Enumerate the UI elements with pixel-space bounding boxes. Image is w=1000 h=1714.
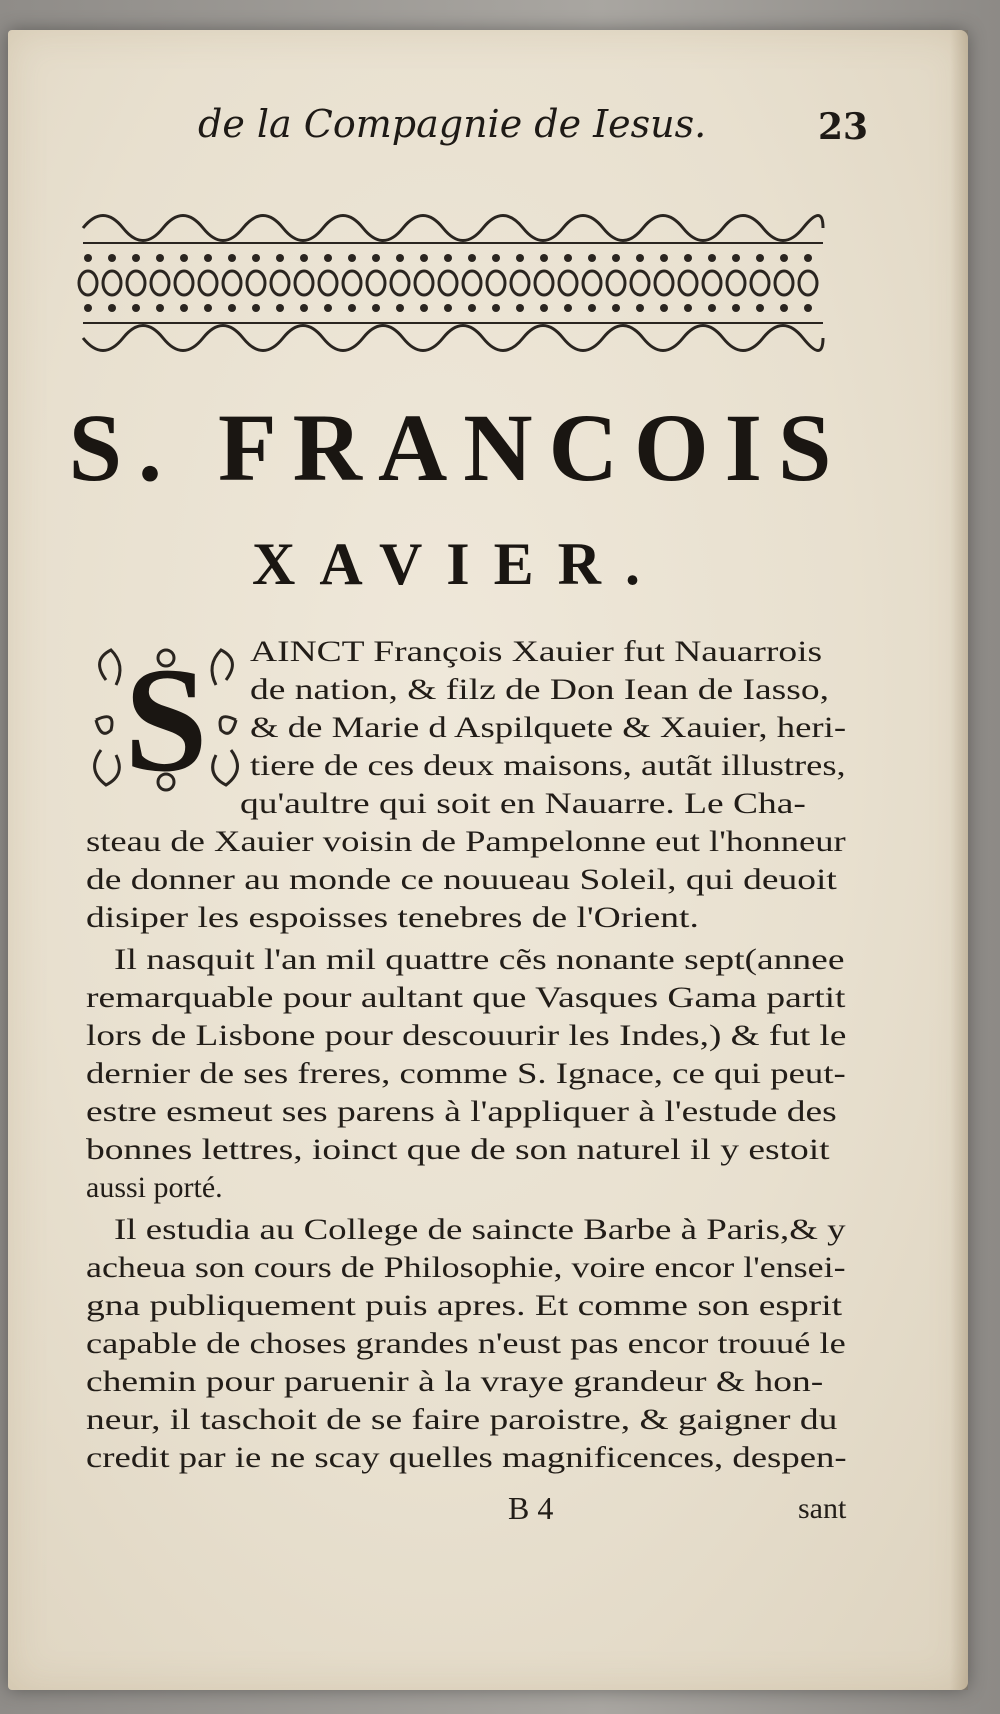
ornament-dot [804,304,812,312]
ornament-dot [708,304,716,312]
ornament-loop [559,271,577,295]
text-line: Il nasquit l'an mil quattre cẽs nonante sept(annee [114,943,845,976]
ornament-loop [631,271,649,295]
ornament-loop [679,271,697,295]
ornament-dot [660,254,668,262]
ornament-dot [108,304,116,312]
text-line: de nation, & filz de Don Iean de Iasso, [250,673,829,706]
ornament-dot [84,254,92,262]
ornament-loop [535,271,553,295]
text-line: chemin pour paruenir à la vraye grandeur & hon- [86,1365,824,1398]
text-line: capable de choses grandes n'eust pas encor trouué le [86,1327,846,1360]
ornament-loop [343,271,361,295]
ornament-dot [108,254,116,262]
ornament-dot [204,254,212,262]
running-title: de la Compagnie de Iesus. [198,102,707,146]
text-line: Il estudia au College de saincte Barbe à Paris,& y [114,1213,846,1246]
ornament-dot [684,304,692,312]
floral-headpiece-ornament-icon [73,198,833,368]
text-line: estre esmeut ses parens à l'appliquer à l'estude des [86,1095,837,1128]
ornament-loop [127,271,145,295]
ornament-dot [276,254,284,262]
ornament-loop [439,271,457,295]
ornament-loop [487,271,505,295]
ornament-dot [516,254,524,262]
signature-mark: B 4 [508,1490,554,1526]
ornament-dot [228,254,236,262]
ornament-dot [588,254,596,262]
ornament-loop [751,271,769,295]
ornament-dot [132,304,140,312]
ornament-dot [300,304,308,312]
text-line: gna publiquement puis apres. Et comme son esprit [86,1289,843,1322]
ornament-dot [372,304,380,312]
ornament-dot [756,254,764,262]
ornament-loop [319,271,337,295]
ornament-dot [444,254,452,262]
ornament-dot [156,304,164,312]
ornament-loop [463,271,481,295]
text-line: neur, il taschoit de se faire paroistre, & gaigner du [86,1403,838,1436]
text-line: bonnes lettres, ioinct que de son naturel il y estoit [86,1133,830,1166]
ornament-loop [103,271,121,295]
ornament-dot [780,254,788,262]
ornament-dot [252,304,260,312]
ornament-dot [420,254,428,262]
text-line: steau de Xauier voisin de Pampelonne eut l'honneur [86,825,846,858]
text-line: & de Marie d Aspilquete & Xauier, heri- [250,711,847,744]
ornament-dot [564,254,572,262]
ornament-dot [636,304,644,312]
ornament-dot [612,254,620,262]
text-line: credit par ie ne scay quelles magnificences, despen- [86,1441,847,1474]
ornament-dot [396,304,404,312]
book-page [8,30,968,1690]
ornament-dot [324,304,332,312]
ornament-loop [703,271,721,295]
text-line: dernier de ses freres, comme S. Ignace, ce qui peut- [86,1057,846,1090]
ornament-loop [271,271,289,295]
ornament-loop [727,271,745,295]
ornament-dot [204,304,212,312]
ornament-dot [444,304,452,312]
ornament-dot [300,254,308,262]
ornament-dot [468,254,476,262]
ornament-loop [79,271,97,295]
text-line: disiper les espoisses tenebres de l'Orient. [86,901,699,934]
ornament-dot [180,304,188,312]
ornament-loop [367,271,385,295]
ornament-loop [295,271,313,295]
catchword: sant [798,1492,847,1525]
ornament-dot [252,254,260,262]
ornament-loop [247,271,265,295]
text-line: lors de Lisbone pour descouurir les Indes,) & fut le [86,1019,847,1052]
ornament-dot [540,254,548,262]
ornament-loop [607,271,625,295]
ornament-loop [223,271,241,295]
ornament-dot [132,254,140,262]
saint-name-title: S. FRANCOIS [68,394,848,501]
ornament-dot [516,304,524,312]
ornament-dot [588,304,596,312]
drop-cap [86,637,246,803]
page-number: 23 [818,106,869,148]
ornament-dot [708,254,716,262]
ornament-dot [732,254,740,262]
ornament-dot [348,254,356,262]
ornament-dot [468,304,476,312]
ornament-dot [324,254,332,262]
ornament-dot [612,304,620,312]
ornament-dot [636,254,644,262]
ornament-dot [228,304,236,312]
drop-cap-letter: S [124,637,208,803]
ornament-dot [276,304,284,312]
page-edge-shadow [950,30,968,1690]
ornament-dot [540,304,548,312]
ornament-dot [420,304,428,312]
text-line: acheua son cours de Philosophie, voire encor l'ensei- [86,1251,846,1284]
ornament-loop [511,271,529,295]
text-line: AINCT François Xauier fut Nauarrois [250,635,823,668]
ornament-dot [732,304,740,312]
text-line: remarquable pour aultant que Vasques Gama partit [86,981,846,1014]
ornament-loop [151,271,169,295]
ornament-dot [492,254,500,262]
ornament-loop [655,271,673,295]
ornament-dot [684,254,692,262]
ornament-dot [372,254,380,262]
ornament-dot [180,254,188,262]
ornament-dot [84,304,92,312]
text-line: qu'aultre qui soit en Nauarre. Le Cha- [240,787,806,820]
ornament-dot [396,254,404,262]
saint-surname-title: XAVIER. [252,531,664,597]
text-line: tiere de ces deux maisons, autãt illustres, [250,749,846,782]
ornament-dot [780,304,788,312]
ornament-loop [199,271,217,295]
ornament-dot [564,304,572,312]
ornament-dot [156,254,164,262]
running-head [188,88,948,148]
ornament-loop [415,271,433,295]
text-line: de donner au monde ce nouueau Soleil, qui deuoit [86,863,837,896]
text-line: aussi porté. [86,1171,223,1204]
ornament-loop [775,271,793,295]
ornament-loop [175,271,193,295]
ornament-loop [391,271,409,295]
ornament-dot [348,304,356,312]
ornament-dot [804,254,812,262]
ornament-loop [799,271,817,295]
ornament-dot [492,304,500,312]
ornament-dot [756,304,764,312]
ornament-loop [583,271,601,295]
ornament-dot [660,304,668,312]
